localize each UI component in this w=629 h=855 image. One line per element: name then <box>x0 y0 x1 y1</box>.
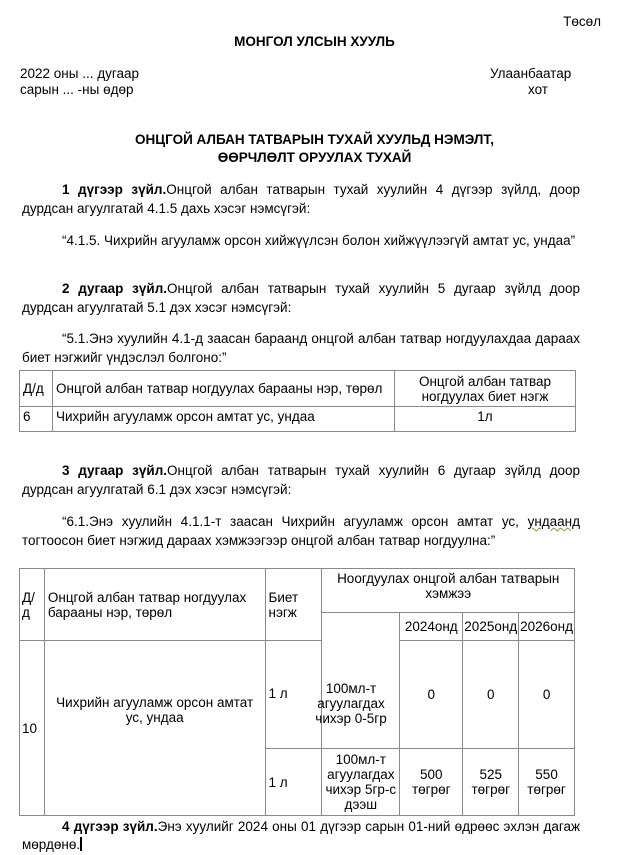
t1-cell-no: 6 <box>20 407 53 432</box>
t2-sub2-value-2025: 525 төгрөг <box>463 749 519 816</box>
table-row <box>20 641 575 749</box>
heading-line-2: ӨӨРЧЛӨЛТ ОРУУЛАХ ТУХАЙ <box>217 150 412 165</box>
article-3 <box>22 461 580 499</box>
t1-header-unit: Онцгой албан татвар ногдуулах биет нэгж <box>395 371 576 407</box>
t2-sub1-criteria: 100мл-т агуулагдах чихэр 0-5гр <box>315 681 387 726</box>
article-2 <box>22 279 580 317</box>
t2-header-unit: Биет нэгж <box>265 569 322 641</box>
t2-header-name: Онцгой албан татвар ногдуулах барааны нэр, төрөл <box>44 569 265 641</box>
article-4-label: 4 дүгээр зүйл. <box>62 819 158 834</box>
document-title: МОНГОЛ УЛСЫН ХУУЛЬ <box>234 34 395 49</box>
article-1-text: Онцгой албан татварын тухай хуулийн 4 дүгээр зүйлд, доор дурдсан агуулгатай 4.1.5 дахь хэсэг нэмсүгэй: <box>22 182 580 216</box>
t2-sub2-value-2026: 550 төгрөг <box>519 749 575 816</box>
article-2-label: 2 дугаар зүйл. <box>62 281 168 296</box>
t2-sub1-value-2025: 0 <box>463 641 519 749</box>
t2-sub1-unit: 1 л <box>265 641 322 749</box>
table-row <box>20 407 576 432</box>
article-3-label: 3 дугаар зүйл. <box>62 463 168 478</box>
t1-cell-name: Чихрийн агууламж орсон амтат ус, ундаа <box>53 407 395 432</box>
date-line-2: сарын ... -ны өдөр <box>20 82 134 97</box>
t2-row-name: Чихрийн агууламж орсон амтат ус, ундаа <box>44 641 265 816</box>
t2-sub2-value-2024: 500 төгрөг <box>400 749 463 816</box>
law-heading <box>0 131 629 167</box>
date-line-1: 2022 оны ... дугаар <box>20 66 139 81</box>
t1-header-no: Д/д <box>20 371 53 407</box>
article-1-quote <box>22 231 580 250</box>
draft-label: Төсөл <box>563 14 601 29</box>
t2-header-no: Д/д <box>20 569 45 641</box>
article-2-text: Онцгой албан татварын тухай хуулийн 5 дугаар зүйлд доор дурдсан агуулгатай 5.1 дэх хэсэг нэмсүгэй: <box>22 281 580 315</box>
t2-sub1-value-2026: 0 <box>519 641 575 749</box>
article-4-text: Энэ хуулийг 2024 оны 01 дүгээр сарын 01-ний өдрөөс эхлэн дагаж мөрдөнө. <box>22 819 580 852</box>
article-4 <box>22 818 580 854</box>
spellcheck-word[interactable]: ундаанд <box>527 514 580 529</box>
article-2-quote <box>22 329 580 367</box>
t1-header-name: Онцгой албан татвар ногдуулах барааны нэр, төрөл <box>53 371 395 407</box>
t2-row-no: 10 <box>20 641 45 816</box>
article-1-label: 1 дүгээр зүйл. <box>62 182 167 197</box>
t2-year-2025: 2025онд <box>463 613 519 641</box>
article-3-quote <box>22 512 580 550</box>
t2-sub1-value-2024: 0 <box>400 641 463 749</box>
t1-cell-unit: 1л <box>395 407 576 432</box>
t2-header-tax: Ноогдуулах онцгой албан татварын хэмжээ <box>322 569 575 613</box>
unit-table <box>19 370 576 432</box>
article-3-quote-a: “6.1.Энэ хуулийн 4.1.1-т заасан Чихрийн агууламж орсон амтат ус, <box>62 514 528 529</box>
article-1-quote-text: “4.1.5. Чихрийн агууламж орсон хийжүүлсэн болон хийжүүлээгүй амтат ус, ундаа” <box>62 233 576 248</box>
city-line-2: хот <box>528 82 548 97</box>
t2-sub2-criteria: 100мл-т агуулагдах чихэр 5гр-с дээш <box>322 749 400 816</box>
article-2-quote-text: “5.1.Энэ хуулийн 4.1-д заасан бараанд онцгой албан татвар ногдуулахдаа дараах биет нэгжийг үндэслэл болгоно:” <box>22 331 580 365</box>
t2-sub2-unit: 1 л <box>265 749 322 816</box>
article-1 <box>22 180 580 218</box>
t2-year-2026: 2026онд <box>519 613 575 641</box>
article-3-quote-b: тогтоосон биет нэгжид дараах хэмжээгээр онцгой албан татвар ногдуулна:” <box>22 533 496 548</box>
article-3-text: Онцгой албан татварын тухай хуулийн 6 дугаар зүйлд доор дурдсан агуулгатай 6.1 дэх хэсэг нэмсүгэй: <box>22 463 580 497</box>
t2-year-2024: 2024онд <box>400 613 463 641</box>
tax-rate-table <box>19 568 575 816</box>
city-line-1: Улаанбаатар <box>490 66 572 81</box>
heading-line-1: ОНЦГОЙ АЛБАН ТАТВАРЫН ТУХАЙ ХУУЛЬД НЭМЭЛТ, <box>135 132 494 147</box>
text-cursor <box>80 837 82 851</box>
